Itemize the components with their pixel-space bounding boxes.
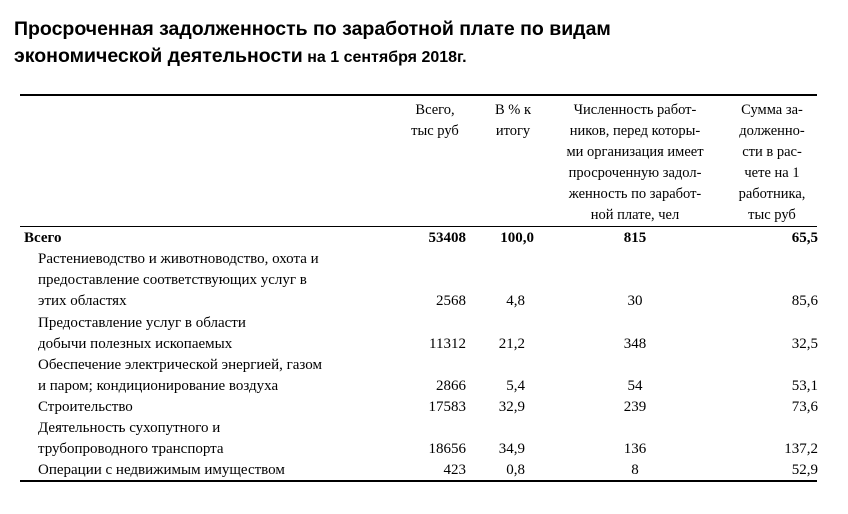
row-label-line: этих областях bbox=[38, 293, 127, 309]
row-label-line: трубопроводного транспорта bbox=[38, 441, 224, 457]
header-per-worker-line: работника, bbox=[738, 186, 806, 202]
cell-count: 815 bbox=[623, 230, 647, 246]
page-title bbox=[14, 16, 834, 71]
header-per-worker-line: тыс руб bbox=[748, 207, 796, 223]
title-date: на 1 сентября 2018г. bbox=[302, 49, 467, 66]
header-count-line: Численность работ- bbox=[573, 102, 697, 118]
header-per-worker-line: долженно- bbox=[739, 123, 805, 139]
cell-per-worker: 53,1 bbox=[791, 378, 818, 394]
cell-total: 2568 bbox=[436, 293, 466, 309]
header-total-line: тыс руб bbox=[411, 123, 459, 139]
cell-percent: 34,9 bbox=[498, 441, 525, 457]
cell-total: 2866 bbox=[436, 378, 466, 394]
header-per-worker-line: чете на 1 bbox=[744, 165, 800, 181]
cell-per-worker: 137,2 bbox=[784, 441, 818, 457]
cell-per-worker: 32,5 bbox=[791, 336, 818, 352]
header-count-line: ников, перед которы- bbox=[569, 123, 701, 139]
row-label-line: добычи полезных ископаемых bbox=[38, 336, 233, 352]
title-line-2-main: экономической деятельности bbox=[14, 45, 303, 67]
row-label-line: Операции с недвижимым имуществом bbox=[38, 462, 285, 478]
header-per-worker-line: сти в рас- bbox=[742, 144, 802, 160]
cell-per-worker: 85,6 bbox=[791, 293, 818, 309]
header-count-line: ной плате, чел bbox=[590, 207, 680, 223]
cell-count: 54 bbox=[627, 378, 643, 394]
row-label-line: Деятельность сухопутного и bbox=[38, 420, 221, 436]
cell-per-worker: 73,6 bbox=[791, 399, 818, 415]
header-rule bbox=[20, 226, 817, 227]
row-label: Всего bbox=[24, 230, 62, 246]
title-line-2 bbox=[14, 43, 834, 71]
header-count bbox=[545, 100, 725, 226]
cell-total: 53408 bbox=[428, 230, 466, 246]
header-total-line: Всего, bbox=[415, 102, 455, 118]
cell-percent: 5,4 bbox=[506, 378, 525, 394]
cell-total: 18656 bbox=[428, 441, 466, 457]
header-total bbox=[398, 100, 472, 142]
cell-count: 136 bbox=[623, 441, 647, 457]
cell-total: 11312 bbox=[429, 336, 466, 352]
row-label-line: предоставление соответствующих услуг в bbox=[38, 272, 307, 288]
header-count-line: женность по заработ- bbox=[568, 186, 702, 202]
cell-total: 17583 bbox=[428, 399, 466, 415]
header-percent-line: В % к bbox=[494, 102, 532, 118]
table-bottom-rule bbox=[20, 480, 817, 482]
table-top-rule bbox=[20, 94, 817, 96]
cell-count: 239 bbox=[623, 399, 647, 415]
row-label-line: Предоставление услуг в области bbox=[38, 315, 246, 331]
row-label-line: Обеспечение электрической энергией, газом bbox=[38, 357, 322, 373]
cell-percent: 4,8 bbox=[506, 293, 525, 309]
cell-count: 30 bbox=[627, 293, 643, 309]
header-percent bbox=[478, 100, 548, 142]
header-count-line: просроченную задол- bbox=[568, 165, 702, 181]
cell-count: 348 bbox=[623, 336, 647, 352]
header-per-worker-line: Сумма за- bbox=[741, 102, 803, 118]
cell-percent: 32,9 bbox=[498, 399, 525, 415]
cell-per-worker: 65,5 bbox=[791, 230, 818, 246]
cell-per-worker: 52,9 bbox=[791, 462, 818, 478]
cell-percent: 21,2 bbox=[498, 336, 525, 352]
row-label-line: и паром; кондиционирование воздуха bbox=[38, 378, 279, 394]
header-percent-line: итогу bbox=[495, 123, 531, 139]
row-label-line: Растениеводство и животноводство, охота и bbox=[38, 251, 319, 267]
cell-percent: 0,8 bbox=[506, 462, 525, 478]
header-count-line: ми организация имеет bbox=[566, 144, 704, 160]
header-per-worker bbox=[722, 100, 822, 226]
row-label-line: Строительство bbox=[38, 399, 133, 415]
cell-total: 423 bbox=[443, 462, 466, 478]
cell-count: 8 bbox=[631, 462, 639, 478]
cell-percent: 100,0 bbox=[500, 230, 534, 246]
title-line-1: Просроченная задолженность по заработной плате по видам bbox=[14, 18, 611, 40]
